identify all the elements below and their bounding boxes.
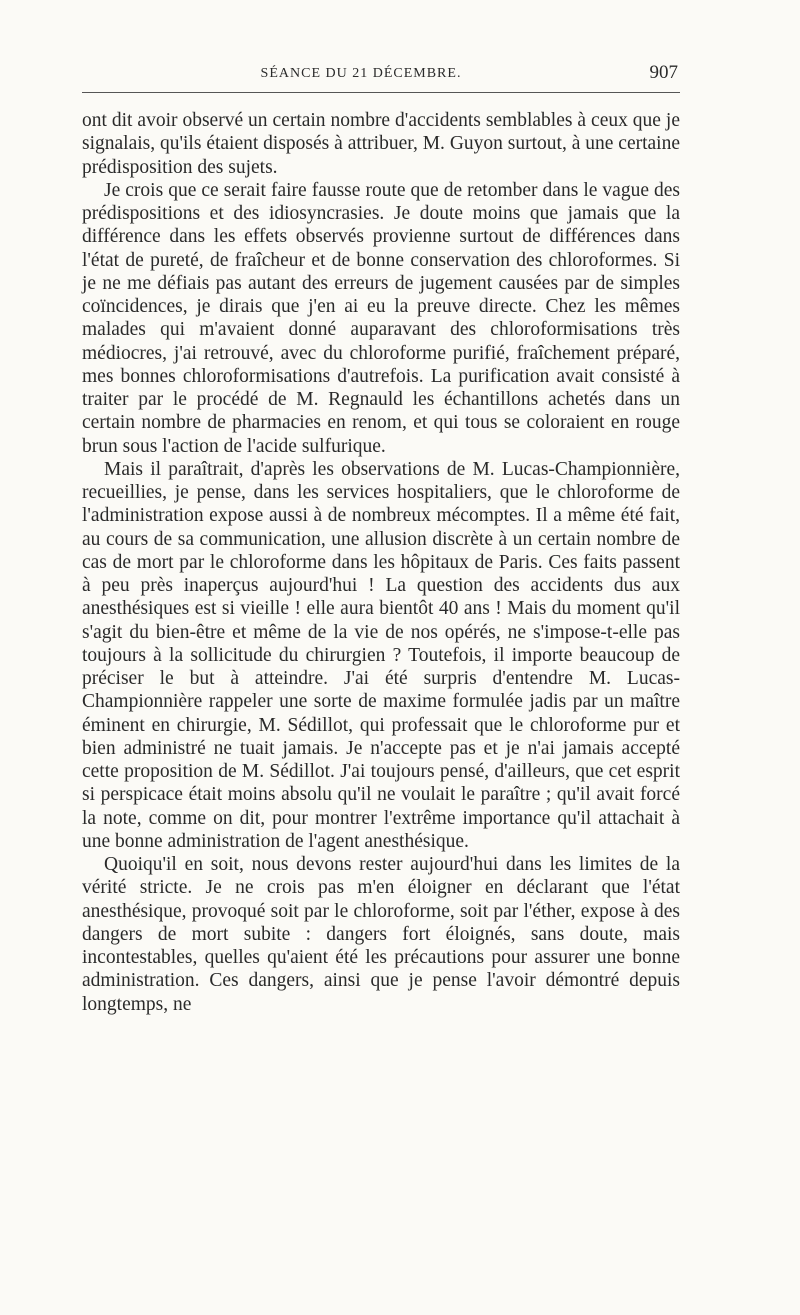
page-number: 907 [649,62,678,83]
running-title: SÉANCE DU 21 DÉCEMBRE. [260,66,462,81]
header-rule [82,92,680,93]
body-text [82,109,680,1016]
book-page [82,60,680,1016]
paragraph: Mais il paraîtrait, d'après les observations de M. Lucas-Championnière, recueillies, je pense, dans les services hospitaliers, que le chloroforme de l'administration expose aussi à de nombreux mécomptes. Il a même été fait, au cours de sa communication, une allusion discrète à un certain nombre de cas de mort par le chloroforme dans les hôpitaux de Paris. Ces faits passent à peu près inaperçus aujourd'hui ! La question des accidents dus aux anesthésiques est si vieille ! elle aura bientôt 40 ans ! Mais du moment qu'il s'agit du bien-être et même de la vie de nos opérés, ne s'impose-t-elle pas toujours à la sollicitude du chirurgien ? Toutefois, il importe beaucoup de préciser le but à atteindre. J'ai été surpris d'entendre M. Lucas-Championnière rappeler une sorte de maxime formulée jadis par un maître éminent en chirurgie, M. Sédillot, qui professait que le chloroforme pur et bien administré ne tuait jamais. Je n'accepte pas et je n'ai jamais accepté cette proposition de M. Sédillot. J'ai toujours pensé, d'ailleurs, que cet esprit si perspicace était moins absolu qu'il ne voulait le paraître ; qu'il avait forcé la note, comme on dit, pour montrer l'extrême importance qu'il attachait à une bonne administration de l'agent anesthésique. [82,458,680,852]
paragraph: Quoiqu'il en soit, nous devons rester aujourd'hui dans les limites de la vérité stricte. Je ne crois pas m'en éloigner en déclarant que l'état anesthésique, provoqué soit par le chloroforme, soit par l'éther, expose à des dangers de mort subite : dangers fort éloignés, sans doute, mais incontestables, quelles qu'aient été les précautions pour assurer une bonne administration. Ces dangers, ainsi que je pense l'avoir démontré depuis longtemps, ne [82,854,680,1015]
paragraph: Je crois que ce serait faire fausse route que de retomber dans le vague des prédispositions et des idiosyncrasies. Je doute moins que jamais que la différence dans les effets observés provienne surtout de différences dans l'état de pureté, de fraîcheur et de bonne conservation des chloroformes. Si je ne me défiais pas autant des erreurs de jugement causées par de simples coïncidences, je dirais que j'en ai eu la preuve directe. Chez les mêmes malades qui m'avaient donné auparavant des chloroformisations très médiocres, j'ai retrouvé, avec du chloroforme purifié, fraîchement préparé, mes bonnes chloroformisations d'autrefois. La purification avait consisté à traiter par le procédé de M. Regnauld les échantillons achetés dans un certain nombre de pharmacies en renom, et qui tous se coloraient en rouge brun sous l'action de l'acide sulfurique. [82,179,680,457]
running-head [82,60,680,90]
paragraph-continued: ont dit avoir observé un certain nombre d'accidents semblables à ceux que je signalais, qu'ils étaient disposés à attribuer, M. Guyon surtout, à une certaine prédisposition des sujets. [82,110,680,178]
